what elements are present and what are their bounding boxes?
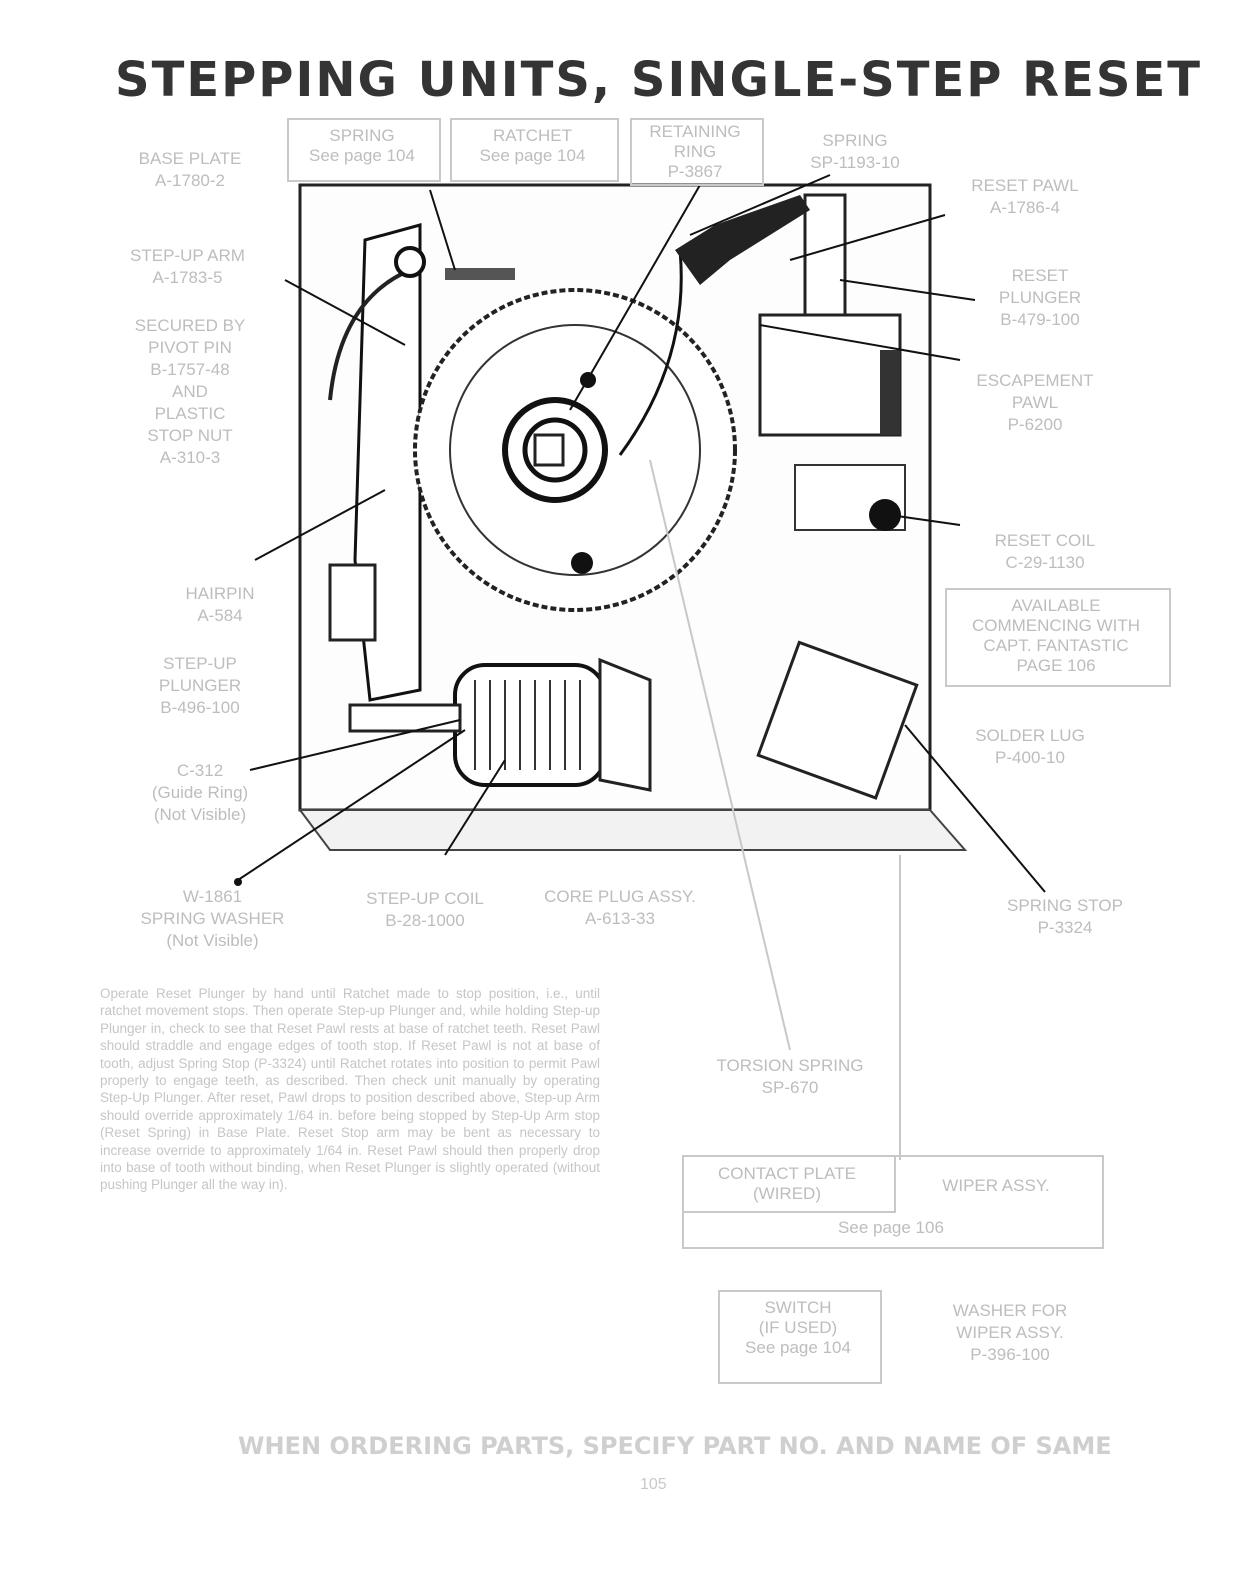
label-step-up-arm: STEP-UP ARM A-1783-5: [130, 246, 245, 287]
box-see-page-106: See page 106: [838, 1218, 944, 1237]
label-step-up-coil: STEP-UP COIL B-28-1000: [366, 889, 484, 930]
step-up-coil-shape: [455, 665, 605, 785]
box-ratchet-text: RATCHET See page 104: [479, 126, 586, 165]
washer-marker: [234, 878, 242, 886]
box-wiper-assy-text: WIPER ASSY.: [942, 1176, 1050, 1195]
shaft-key: [535, 435, 563, 465]
label-spring-sp: SPRING SP-1193-10: [810, 131, 900, 172]
label-reset-pawl: RESET PAWL A-1786-4: [971, 176, 1079, 217]
label-escapement-pawl: ESCAPEMENT PAWL P-6200: [976, 371, 1094, 434]
step-up-plunger-shape: [350, 705, 460, 731]
coil-bracket: [600, 660, 650, 790]
label-spring-stop: SPRING STOP P-3324: [1007, 896, 1123, 937]
box-contact-plate-text: CONTACT PLATE (WIRED): [718, 1164, 856, 1203]
page-title: STEPPING UNITS, SINGLE-STEP RESET: [115, 52, 1203, 108]
label-secured-by: SECURED BY PIVOT PIN B-1757-48 AND PLASTIC STOP NUT A-310-3: [134, 316, 246, 467]
instruction-paragraph: Operate Reset Plunger by hand until Ratchet made to stop position, i.e., until ratchet movement stops. Then operate Step-up Plunger and, while holding Step-up Plunger in, check to see that Reset Pawl rests at base of ratchet teeth. Reset Pawl should straddle and engage edges of tooth stop. If Reset Pawl is not at base of tooth, adjust Spring Stop (P-3324) until Ratchet rotates into position to permit Pawl properly to engage teeth, as described. Then check unit manually by operating Step-Up Plunger. After reset, Pawl drops to position described above, Step-up Arm should override approximately 1/64 in. before being stopped by Step-Up Arm stop (Reset Spring) in Base Plate. Reset Stop arm may be bent as necessary to increase override to approximately 1/64 in. Reset Pawl should then properly drop into base of tooth without binding, when Reset Plunger is slightly operated (without pushing Plunger all the way in).: [100, 986, 600, 1193]
label-core-plug: CORE PLUG ASSY. A-613-33: [544, 887, 696, 928]
box-retaining-ring-text: RETAINING RING P-3867: [649, 122, 741, 181]
switch-block: [330, 565, 375, 640]
label-hairpin: HAIRPIN A-584: [185, 584, 255, 625]
label-solder-lug: SOLDER LUG P-400-10: [975, 726, 1085, 767]
wiper-end-1: [571, 552, 593, 574]
reset-coil-shape: [760, 315, 900, 435]
box-switch-text: SWITCH (IF USED) See page 104: [745, 1298, 851, 1357]
label-washer-wiper: WASHER FOR WIPER ASSY. P-396-100: [952, 1301, 1068, 1364]
reset-coil-side: [880, 350, 900, 435]
page-number: 105: [640, 1476, 667, 1493]
label-reset-plunger: RESET PLUNGER B-479-100: [998, 266, 1082, 329]
label-torsion-spring: TORSION SPRING SP-670: [716, 1056, 864, 1097]
label-reset-coil: RESET COIL C-29-1130: [994, 531, 1096, 572]
label-step-up-plunger: STEP-UP PLUNGER B-496-100: [158, 654, 242, 717]
footer-note: WHEN ORDERING PARTS, SPECIFY PART NO. AND NAME OF SAME: [238, 1432, 1112, 1460]
label-c312: C-312 (Guide Ring) (Not Visible): [151, 761, 249, 824]
label-base-plate: BASE PLATE A-1780-2: [138, 149, 242, 190]
label-washer: W-1861 SPRING WASHER (Not Visible): [140, 887, 285, 950]
base-plate-flange: [300, 810, 965, 850]
box-spring-text: SPRING See page 104: [309, 126, 415, 165]
reset-plunger-shape: [805, 195, 845, 320]
box-available-text: AVAILABLE COMMENCING WITH CAPT. FANTASTIC PAGE 106: [971, 596, 1141, 675]
pivot-pin: [396, 248, 424, 276]
